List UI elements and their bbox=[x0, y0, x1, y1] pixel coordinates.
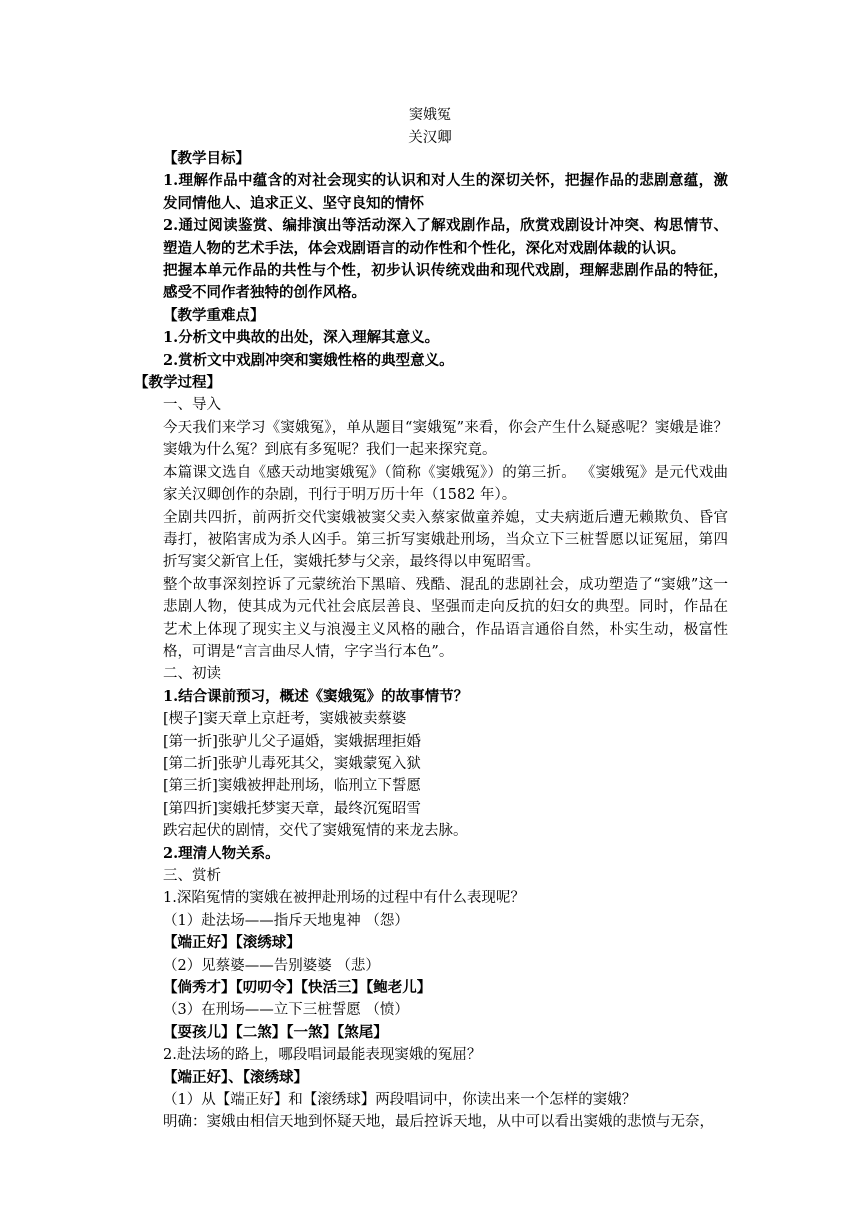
question: 1.深陷冤情的窦娥在被押赴刑场的过程中有什么表现呢？ bbox=[163, 890, 525, 907]
paragraph: 全剧共四折，前两折交代窦娥被窦父卖入蔡家做童养媳，丈夫病逝后遭无赖欺负、昏官毒打，被陷害成为杀人凶手。第三折写窦娥赴刑场，当众立下三桩誓愿以证冤屈，第四折写窦父新官上任，窦娥托梦与父亲，最终得以申冤昭雪。 bbox=[163, 509, 728, 571]
plot-item: [楔子]窦天章上京赶考，窦娥被卖蔡婆 bbox=[163, 711, 407, 728]
document-title: 窦娥冤 bbox=[409, 107, 451, 123]
aria-list: 【倘秀才】【叨叨令】【快活三】【鲍老儿】 bbox=[163, 979, 432, 997]
aria-list: 【端正好】【滚绣球】 bbox=[163, 934, 301, 952]
section-heading: 【教学目标】 bbox=[163, 150, 250, 167]
paragraph: 2.赏析文中戏剧冲突和窦娥性格的典型意义。 bbox=[163, 351, 454, 369]
subsection-heading: 三、赏析 bbox=[163, 868, 221, 884]
question: 2.赴法场的路上，哪段唱词最能表现窦娥的冤屈？ bbox=[163, 1047, 482, 1064]
list-item: （2）见蔡婆——告别婆婆 （悲） bbox=[163, 957, 380, 974]
subsection-heading: 一、导入 bbox=[163, 397, 221, 414]
paragraph: 1.理解作品中蕴含的对社会现实的认识和对人生的深切关怀，把握作品的悲剧意蕴，激发同情他人、追求正义、坚守良知的情怀 bbox=[163, 172, 728, 212]
author-name: 关汉卿 bbox=[408, 130, 452, 146]
paragraph: 跌宕起伏的剧情，交代了窦娥冤情的来龙去脉。 bbox=[163, 823, 468, 840]
aria-list: 【耍孩儿】【二煞】【一煞】【煞尾】 bbox=[163, 1023, 388, 1041]
list-item: （3）在刑场——立下三桩誓愿 （愤） bbox=[163, 1002, 409, 1019]
subsection-heading: 二、初读 bbox=[163, 666, 221, 683]
plot-item: [第二折]张驴儿毒死其父，窦娥蒙冤入狱 bbox=[163, 755, 421, 772]
plot-item: [第四折]窦娥托梦窦天章，最终沉冤昭雪 bbox=[163, 800, 421, 817]
list-item: （1）赴法场——指斥天地鬼神 （怨） bbox=[163, 912, 409, 929]
section-heading: 【教学重难点】 bbox=[163, 306, 265, 324]
question: 1.结合课前预习，概述《窦娥冤》的故事情节？ bbox=[163, 687, 469, 705]
plot-item: [第三折]窦娥被押赴刑场，临刑立下誓愿 bbox=[163, 778, 421, 795]
aria-list: 【端正好】、【滚绣球】 bbox=[163, 1068, 308, 1086]
paragraph: 今天我们来学习《窦娥冤》，单从题目“窦娥冤”来看，你会产生什么疑惑呢？窦娥是谁？窦娥为什么冤？到底有多冤呢？我们一起来探究竟。 bbox=[163, 419, 728, 459]
paragraph: 把握本单元作品的共性与个性，初步认识传统戏曲和现代戏剧，理解悲剧作品的特征，感受不同作者独特的创作风格。 bbox=[163, 262, 728, 302]
paragraph: 整个故事深刻控诉了元蒙统治下黑暗、残酷、混乱的悲剧社会，成功塑造了“窦娥”这一悲剧人物，使其成为元代社会底层善良、坚强而走向反抗的妇女的典型。同时，作品在艺术上体现了现实主义与浪漫主义风格的融合，作品语言通俗自然，朴实生动，极富性格，可谓是“言言曲尽人情，字字当行本色”。 bbox=[163, 576, 728, 660]
list-item: （1）从【端正好】和【滚绣球】两段唱词中，你读出来一个怎样的窦娥？ bbox=[163, 1092, 637, 1109]
plot-item: [第一折]张驴儿父子逼婚，窦娥据理拒婚 bbox=[163, 733, 421, 750]
paragraph: 2.通过阅读鉴赏、编排演出等活动深入了解戏剧作品，欣赏戏剧设计冲突、构思情节、塑造人物的艺术手法，体会戏剧语言的动作性和个性化，深化对戏剧体裁的认识。 bbox=[163, 217, 728, 257]
section-heading: 【教学过程】 bbox=[134, 374, 221, 392]
answer-paragraph: 明确：窦娥由相信天地到怀疑天地，最后控诉天地，从中可以看出窦娥的悲愤与无奈， bbox=[163, 1114, 714, 1131]
paragraph: 1.分析文中典故的出处，深入理解其意义。 bbox=[163, 329, 440, 347]
question: 2.理清人物关系。 bbox=[163, 844, 280, 862]
paragraph: 本篇课文选自《感天动地窦娥冤》（简称《窦娥冤》）的第三折。 《窦娥冤》是元代戏曲家关汉卿创作的杂剧，刊行于明万历十年（1582 年）。 bbox=[163, 464, 728, 504]
document-body bbox=[134, 148, 728, 1134]
